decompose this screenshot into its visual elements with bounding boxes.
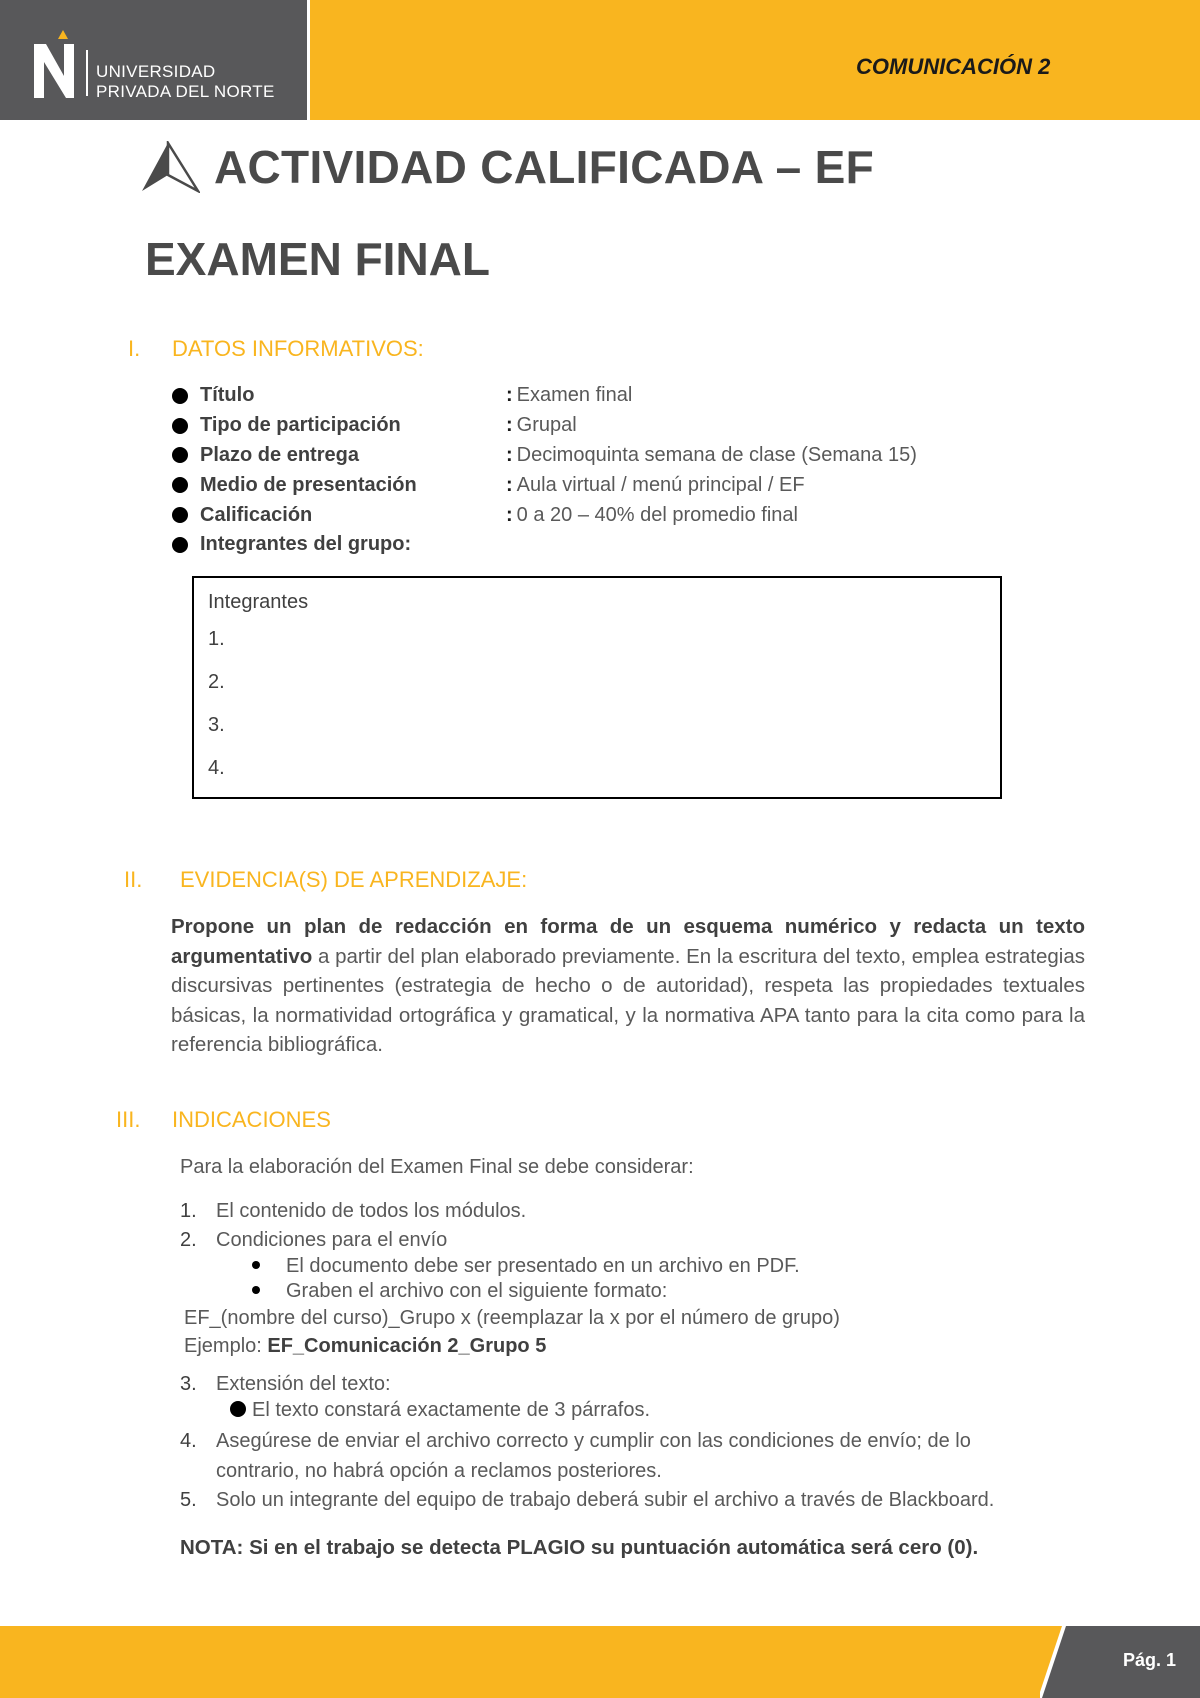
section-title: DATOS INFORMATIVOS:: [172, 336, 424, 361]
info-row-integrantes: [172, 530, 917, 560]
info-colon: :: [506, 384, 513, 407]
item-text: El contenido de todos los módulos.: [216, 1200, 527, 1222]
section-title: EVIDENCIA(S) DE APRENDIZAJE:: [180, 867, 528, 892]
item-number: 5.: [180, 1489, 197, 1511]
info-colon: :: [506, 414, 513, 437]
arrow-logo-icon: [140, 141, 200, 193]
info-colon: :: [506, 503, 513, 526]
item-text: El texto constará exactamente de 3 párrafos.: [252, 1399, 650, 1421]
document-subtitle: EXAMEN FINAL: [145, 233, 490, 285]
indication-subitem: [252, 1280, 667, 1303]
example-label: Ejemplo:: [184, 1335, 268, 1357]
info-list: [172, 381, 917, 560]
item-text: Graben el archivo con el siguiente formato:: [286, 1280, 668, 1302]
section-number: II.: [124, 867, 143, 892]
bullet-icon: [172, 477, 188, 493]
university-name: [96, 62, 275, 102]
section-heading-evidencia: [124, 867, 527, 893]
evidence-bold-text: Propone un plan de redacción en forma de un esquema numérico y redacta un texto argumentativo: [171, 915, 1085, 968]
indication-item-5: [180, 1489, 994, 1512]
item-text: Extensión del texto:: [216, 1373, 391, 1395]
section-title: INDICACIONES: [172, 1107, 331, 1132]
bullet-icon: [172, 507, 188, 523]
item-text: Condiciones para el envío: [216, 1229, 448, 1251]
info-value: Grupal: [516, 414, 577, 437]
university-logo: [0, 0, 310, 120]
bullet-icon: [172, 418, 188, 434]
section-number: I.: [128, 336, 141, 361]
info-row-tipo: [172, 411, 917, 441]
course-title: COMUNICACIÓN 2: [856, 54, 1051, 79]
format-line: EF_(nombre del curso)_Grupo x (reemplazar la x por el número de grupo): [184, 1307, 840, 1329]
info-row-calificacion: [172, 500, 917, 530]
footer-dark-panel: [1040, 1626, 1200, 1698]
member-row: 3.: [208, 714, 225, 736]
indication-item-4-cont: contrario, no habrá opción a reclamos posteriores.: [216, 1460, 662, 1482]
section-heading-datos: [128, 336, 424, 362]
logo-divider: [86, 50, 88, 96]
info-label: Plazo de entrega: [200, 443, 359, 466]
bullet-icon: [172, 447, 188, 463]
page-footer: [0, 1626, 1200, 1698]
indications-intro: Para la elaboración del Examen Final se debe considerar:: [180, 1156, 694, 1178]
upn-logo-icon: [30, 30, 80, 100]
item-text: El documento debe ser presentado en un archivo en PDF.: [286, 1255, 800, 1277]
indication-item-1: [180, 1200, 526, 1223]
example-value: EF_Comunicación 2_Grupo 5: [267, 1335, 547, 1357]
members-header: Integrantes: [208, 591, 309, 613]
item-number: 1.: [180, 1200, 197, 1222]
item-number: 3.: [180, 1373, 197, 1395]
evidence-paragraph: [171, 912, 1085, 1060]
item-text: Asegúrese de enviar el archivo correcto y cumplir con las condiciones de envío; de lo: [216, 1430, 971, 1452]
info-value: Examen final: [516, 384, 633, 407]
item-number: 4.: [180, 1430, 197, 1452]
info-label: Tipo de participación: [200, 414, 401, 437]
indication-item-3: [180, 1373, 391, 1396]
section-number: III.: [116, 1107, 141, 1132]
item-text: Solo un integrante del equipo de trabajo deberá subir el archivo a través de Blackboard.: [216, 1489, 995, 1511]
info-row-plazo: [172, 441, 917, 471]
info-row-medio: [172, 470, 917, 500]
info-value: Aula virtual / menú principal / EF: [516, 473, 805, 496]
bullet-icon: [172, 388, 188, 404]
university-line2: PRIVADA DEL NORTE: [96, 82, 275, 101]
example-line: [184, 1335, 546, 1358]
member-row: 1.: [208, 628, 225, 650]
info-label: Medio de presentación: [200, 473, 417, 496]
evidence-text: a partir del plan elaborado previamente. En la escritura del texto, emplea estrategias discursivas pertinentes (estrategia de hecho o de autoridad), respeta las propiedades textuales básicas, la normatividad ortográfica y gramatical, y la normativa APA tanto para la cita como para la referencia bibliográfica.: [171, 944, 1085, 1056]
info-colon: :: [506, 473, 513, 496]
page-number: Pág. 1: [1122, 1650, 1176, 1670]
indication-subitem: [230, 1399, 650, 1422]
university-line1: UNIVERSIDAD: [96, 62, 216, 81]
indication-item-4: [180, 1430, 971, 1453]
section-heading-indicaciones: [116, 1107, 331, 1133]
member-row: 2.: [208, 671, 225, 693]
bullet-icon: [172, 537, 188, 553]
info-colon: :: [506, 443, 513, 466]
indication-subitem: [252, 1255, 800, 1278]
bullet-icon: [252, 1261, 260, 1269]
info-row-titulo: [172, 381, 917, 411]
bullet-icon: [230, 1401, 246, 1417]
info-label: Calificación: [200, 503, 313, 526]
bullet-icon: [252, 1286, 260, 1294]
info-label: Título: [200, 384, 255, 407]
info-label: Integrantes del grupo:: [200, 533, 412, 556]
indication-item-2: [180, 1229, 447, 1252]
title-main: ACTIVIDAD CALIFICADA – EF: [214, 141, 875, 193]
document-title: [140, 140, 874, 194]
info-value: 0 a 20 – 40% del promedio final: [516, 503, 798, 526]
info-value: Decimoquinta semana de clase (Semana 15): [516, 443, 917, 466]
item-number: 2.: [180, 1229, 197, 1251]
page-header: [0, 0, 1200, 120]
member-row: 4.: [208, 757, 225, 779]
members-table: [192, 576, 1002, 799]
plagiarism-note: NOTA: Si en el trabajo se detecta PLAGIO su puntuación automática será cero (0).: [180, 1536, 979, 1559]
